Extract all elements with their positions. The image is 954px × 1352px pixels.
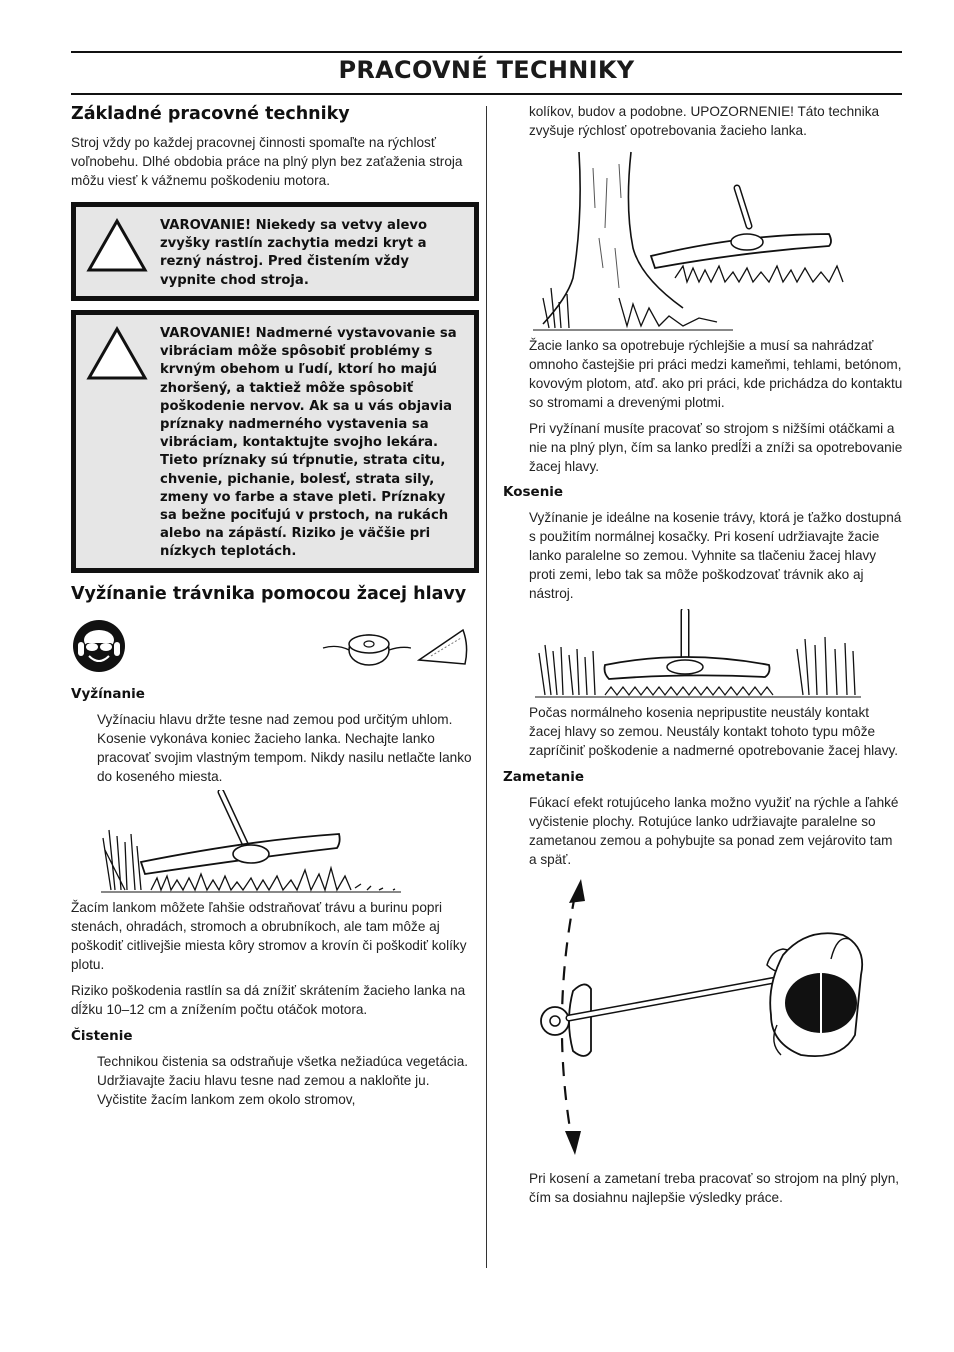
wear-paragraph: Žacie lanko sa opotrebuje rýchlejšie a musí sa nahrádzať omnoho častejšie pri práci medzi kameňmi, tehlami, betónom, kovovým plotom, atď. ako pri práci, kde prichádza do kontaktu so stromami a drevenými plotmi. bbox=[529, 338, 903, 410]
mowing-paragraph: Vyžínanie je ideálne na kosenie trávy, ktorá je ťažko dostupná s použitím normálnej kosačky. Pri kosení udržiavajte žacie lanko paralelne so zemou. Vyhnite sa tlačeniu žacej hlavy proti zemi, lebo tak sa môže poškodzovať trávnik ako aj nástroj. bbox=[529, 510, 902, 601]
warning-triangle-icon bbox=[86, 325, 148, 381]
warning-text-2: VAROVANIE! Nadmerné vystavovanie sa vibráciam môže spôsobiť problémy s krvným obehom u ľudí, ktorí ho majú zhoršený, a taktiež môže spôsobiť poškodenie nervov. Ak sa u vás objavia príznaky nadmerného vystavenia sa vibráciam, kontaktujte svojho lekára. Tieto príznaky sú tŕpnutie, strata citu, chvenie, pichanie, bolesť, strata sily, zmeny vo farbe a stave pleti. Príznaky sa bežne pociťujú v prstoch, na rukách alebo na zápästí. Riziko je väčšie pri nízkych teplotách. bbox=[160, 326, 457, 560]
warning-box-2 bbox=[71, 310, 479, 573]
subheading-trimming: Vyžínanie bbox=[71, 686, 145, 702]
warning-triangle-icon bbox=[86, 217, 148, 273]
heading-basic-techniques: Základné pracovné techniky bbox=[71, 104, 350, 124]
tree-clearing-illustration bbox=[533, 148, 903, 334]
equipment-icons-row bbox=[71, 618, 479, 680]
full-throttle-paragraph: Pri kosení a zametaní treba pracovať so strojom na plný plyn, čím sa dosiahnu najlepšie výsledky práce. bbox=[529, 1171, 900, 1205]
normal-mowing-paragraph: Počas normálneho kosenia nepripustite neustály kontakt žacej hlavy so zemou. Neustály kontakt tohoto typu môže zapríčiniť poškodenie a nadmerné opotrebovanie žacej hlavy. bbox=[529, 705, 899, 758]
subheading-mowing: Kosenie bbox=[503, 484, 564, 500]
warning-box-1 bbox=[71, 202, 479, 301]
right-column bbox=[503, 102, 903, 1207]
warning-text-1: VAROVANIE! Niekedy sa vetvy alevo zvyšky rastlín zachytia medzi kryt a rezný nástroj. Pred čistením vždy vypnite chod stroja. bbox=[160, 218, 428, 288]
trimming-paragraph: Vyžínaciu hlavu držte tesne nad zemou pod určitým uhlom. Kosenie vykonáva koniec žacieho lanka. Nechajte lanko pracovať svojim vlastným tempom. Nikdy nasilu netlačte lanko do koseného miesta. bbox=[97, 712, 472, 784]
after-trimming-paragraph: Žacím lankom môžete ľahšie odstraňovať trávu a burinu popri stenách, ohradách, stromoch a obrubníkoch, ale tam môže aj poškodiť citlivejšie miesta kôry stromov a krovín či poškodiť kolíky plotu. bbox=[71, 900, 467, 972]
sweeping-illustration bbox=[531, 875, 903, 1165]
sweeping-paragraph: Fúkací efekt rotujúceho lanka možno využiť na rýchle a ľahké vyčistenie plochy. Rotujúce lanko udržiavajte paralelne so zametanou zemou a pohybujte sa ponad zem vejárovito tam a späť. bbox=[529, 795, 899, 867]
clearing-paragraph: Technikou čistenia sa odstraňuje všetka nežiadúca vegetácia. Udržiavajte žaciu hlavu tesne nad zemou a nakloňte ju. Vyčistite žacím lankom zem okolo stromov, bbox=[97, 1054, 469, 1107]
heading-trimming: Vyžínanie trávnika pomocou žacej hlavy bbox=[71, 584, 467, 604]
protective-gear-icon bbox=[71, 618, 127, 674]
title-rule bbox=[71, 93, 902, 95]
risk-paragraph: Riziko poškodenia rastlín sa dá znížiť skrátením žacieho lanka na dĺžku 10–12 cm a znížením počtu otáčok motora. bbox=[71, 983, 466, 1017]
continued-paragraph: kolíkov, budov a podobne. UPOZORNENIE! Táto technika zvyšuje rýchlosť opotrebovania žacieho lanka. bbox=[529, 104, 880, 138]
lower-speed-paragraph: Pri vyžínaní musíte pracovať so strojom s nižšími otáčkami a nie na plný plyn, čím sa lanko predĺži a zníži sa opotrebovanie žacej hlavy. bbox=[529, 421, 903, 474]
subheading-clearing: Čistenie bbox=[71, 1028, 133, 1044]
intro-paragraph: Stroj vždy po každej pracovnej činnosti spomaľte na rýchlosť voľnobehu. Dlhé obdobia práce na plný plyn bez zaťaženia stroja môžu viesť k vážnemu poškodeniu motora. bbox=[71, 135, 463, 188]
mowing-illustration bbox=[535, 609, 903, 701]
trimming-illustration bbox=[101, 790, 479, 896]
subheading-sweeping: Zametanie bbox=[503, 769, 585, 785]
left-column bbox=[71, 102, 479, 1109]
trimmer-head-icon bbox=[321, 624, 411, 674]
guard-icon bbox=[417, 626, 469, 666]
top-rule bbox=[71, 51, 902, 53]
column-divider bbox=[486, 106, 487, 1268]
page-title: PRACOVNÉ TECHNIKY bbox=[338, 56, 635, 84]
